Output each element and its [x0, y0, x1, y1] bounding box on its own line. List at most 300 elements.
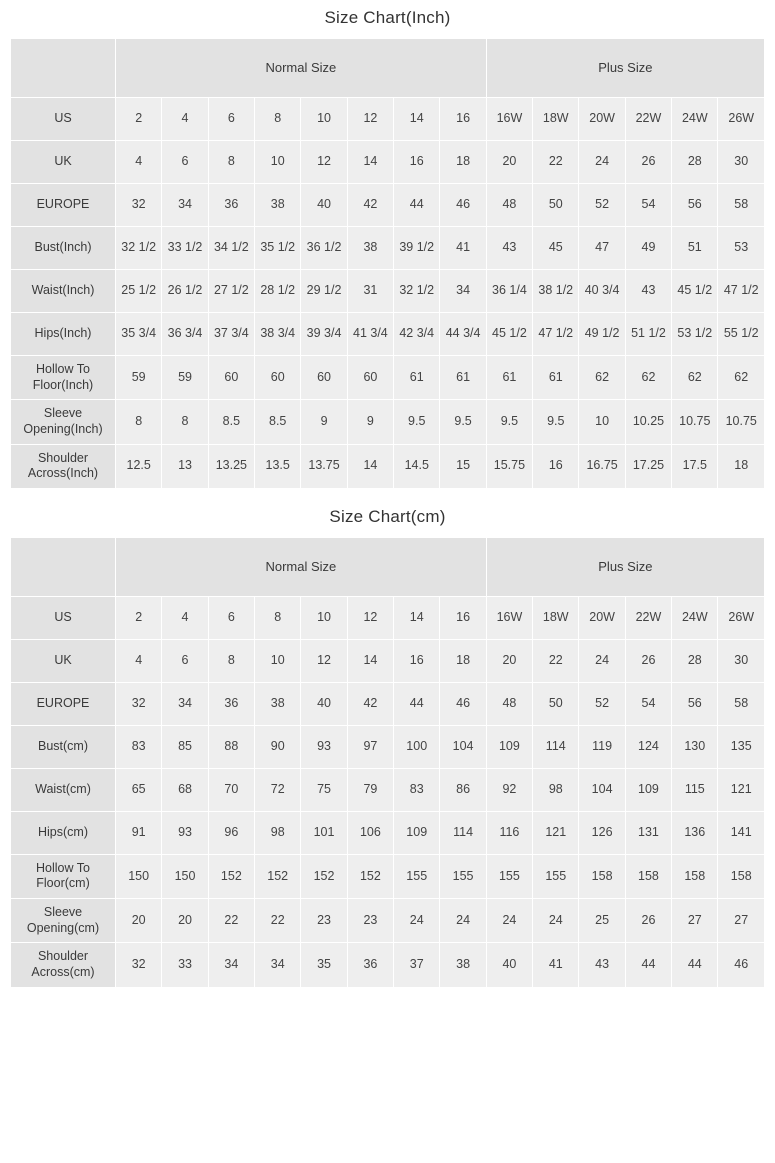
size-chart-inch-title: Size Chart(Inch): [0, 0, 775, 38]
table-cell: 152: [347, 854, 393, 898]
table-cell: 130: [672, 725, 718, 768]
table-cell: 17.5: [672, 444, 718, 488]
table-cell: 18W: [533, 98, 579, 141]
size-chart-inch-body: [11, 39, 765, 489]
table-cell: 30: [718, 141, 765, 184]
group-header-plus-size: Plus Size: [486, 537, 764, 596]
table-cell: 62: [718, 356, 765, 400]
table-cell: 91: [116, 811, 162, 854]
table-cell: 51 1/2: [625, 313, 671, 356]
table-cell: 36: [347, 943, 393, 987]
table-cell: 13: [162, 444, 208, 488]
table-cell: 12: [347, 596, 393, 639]
table-cell: 62: [579, 356, 625, 400]
table-row: [11, 811, 765, 854]
table-row: [11, 943, 765, 987]
table-cell: 26: [625, 899, 671, 943]
table-cell: 93: [301, 725, 347, 768]
table-cell: 12: [301, 141, 347, 184]
table-cell: 158: [718, 854, 765, 898]
table-cell: 50: [533, 682, 579, 725]
table-cell: 70: [208, 768, 254, 811]
table-cell: 15: [440, 444, 486, 488]
table-cell: 90: [255, 725, 301, 768]
table-cell: 18: [440, 141, 486, 184]
table-cell: 12: [301, 639, 347, 682]
row-header: Hollow To Floor(cm): [11, 854, 116, 898]
table-cell: 31: [347, 270, 393, 313]
table-cell: 12: [347, 98, 393, 141]
table-cell: 39 1/2: [394, 227, 440, 270]
table-cell: 100: [394, 725, 440, 768]
table-cell: 28 1/2: [255, 270, 301, 313]
table-cell: 33 1/2: [162, 227, 208, 270]
table-cell: 52: [579, 184, 625, 227]
row-header: US: [11, 98, 116, 141]
table-cell: 16: [533, 444, 579, 488]
table-row: [11, 141, 765, 184]
table-cell: 24: [579, 141, 625, 184]
table-cell: 62: [672, 356, 718, 400]
table-cell: 22: [533, 141, 579, 184]
table-cell: 61: [440, 356, 486, 400]
table-cell: 34: [255, 943, 301, 987]
table-cell: 60: [347, 356, 393, 400]
table-cell: 42: [347, 682, 393, 725]
table-cell: 34: [162, 682, 208, 725]
table-row: [11, 725, 765, 768]
table-cell: 8.5: [208, 400, 254, 444]
table-cell: 152: [208, 854, 254, 898]
table-cell: 44: [394, 682, 440, 725]
table-cell: 58: [718, 682, 765, 725]
group-header-normal-size: Normal Size: [116, 537, 487, 596]
table-cell: 40: [486, 943, 532, 987]
row-header: Sleeve Opening(Inch): [11, 400, 116, 444]
corner-cell: [11, 537, 116, 596]
table-cell: 50: [533, 184, 579, 227]
row-header: Hips(Inch): [11, 313, 116, 356]
table-cell: 126: [579, 811, 625, 854]
table-cell: 59: [116, 356, 162, 400]
table-cell: 38: [255, 682, 301, 725]
table-cell: 6: [208, 596, 254, 639]
table-cell: 18: [440, 639, 486, 682]
table-cell: 4: [162, 98, 208, 141]
table-cell: 9.5: [440, 400, 486, 444]
table-cell: 54: [625, 184, 671, 227]
row-header: Waist(cm): [11, 768, 116, 811]
table-cell: 150: [162, 854, 208, 898]
table-cell: 4: [116, 639, 162, 682]
table-cell: 131: [625, 811, 671, 854]
table-cell: 109: [625, 768, 671, 811]
table-cell: 34: [440, 270, 486, 313]
table-cell: 42 3/4: [394, 313, 440, 356]
row-header: Sleeve Opening(cm): [11, 899, 116, 943]
table-cell: 16: [394, 141, 440, 184]
table-cell: 23: [347, 899, 393, 943]
row-header: Waist(Inch): [11, 270, 116, 313]
table-cell: 152: [301, 854, 347, 898]
table-cell: 35: [301, 943, 347, 987]
table-cell: 61: [486, 356, 532, 400]
table-cell: 20W: [579, 98, 625, 141]
table-cell: 43: [486, 227, 532, 270]
table-cell: 26W: [718, 596, 765, 639]
table-cell: 41: [533, 943, 579, 987]
table-cell: 55 1/2: [718, 313, 765, 356]
table-row: [11, 639, 765, 682]
table-cell: 23: [301, 899, 347, 943]
table-cell: 10: [301, 98, 347, 141]
table-row-group-header: [11, 537, 765, 596]
table-cell: 17.25: [625, 444, 671, 488]
row-header: US: [11, 596, 116, 639]
table-cell: 38: [255, 184, 301, 227]
table-cell: 27: [672, 899, 718, 943]
table-cell: 28: [672, 639, 718, 682]
table-cell: 22: [255, 899, 301, 943]
table-cell: 136: [672, 811, 718, 854]
table-row: [11, 356, 765, 400]
table-cell: 10: [579, 400, 625, 444]
table-cell: 79: [347, 768, 393, 811]
table-cell: 40: [301, 682, 347, 725]
row-header: Shoulder Across(Inch): [11, 444, 116, 488]
table-cell: 24: [394, 899, 440, 943]
table-cell: 37: [394, 943, 440, 987]
table-cell: 26: [625, 141, 671, 184]
table-cell: 158: [579, 854, 625, 898]
table-cell: 68: [162, 768, 208, 811]
table-row: [11, 400, 765, 444]
row-header: Bust(Inch): [11, 227, 116, 270]
table-cell: 115: [672, 768, 718, 811]
table-cell: 47: [579, 227, 625, 270]
table-cell: 38: [440, 943, 486, 987]
row-header: Bust(cm): [11, 725, 116, 768]
table-cell: 40 3/4: [579, 270, 625, 313]
table-cell: 13.75: [301, 444, 347, 488]
table-cell: 16: [394, 639, 440, 682]
table-cell: 106: [347, 811, 393, 854]
table-cell: 24: [440, 899, 486, 943]
table-cell: 48: [486, 682, 532, 725]
table-cell: 44 3/4: [440, 313, 486, 356]
table-cell: 24: [579, 639, 625, 682]
table-cell: 46: [440, 184, 486, 227]
size-chart-cm-body: [11, 537, 765, 987]
table-cell: 155: [533, 854, 579, 898]
table-cell: 83: [394, 768, 440, 811]
table-cell: 35 3/4: [116, 313, 162, 356]
group-header-normal-size: Normal Size: [116, 39, 487, 98]
table-cell: 43: [579, 943, 625, 987]
table-cell: 104: [579, 768, 625, 811]
table-cell: 48: [486, 184, 532, 227]
table-cell: 47 1/2: [718, 270, 765, 313]
table-cell: 45 1/2: [672, 270, 718, 313]
table-cell: 121: [533, 811, 579, 854]
table-cell: 45: [533, 227, 579, 270]
table-cell: 155: [394, 854, 440, 898]
table-cell: 2: [116, 596, 162, 639]
table-cell: 60: [255, 356, 301, 400]
table-cell: 2: [116, 98, 162, 141]
table-cell: 61: [394, 356, 440, 400]
table-cell: 18W: [533, 596, 579, 639]
table-cell: 26W: [718, 98, 765, 141]
table-row: [11, 184, 765, 227]
table-cell: 75: [301, 768, 347, 811]
table-row: [11, 98, 765, 141]
table-cell: 10: [255, 639, 301, 682]
table-cell: 150: [116, 854, 162, 898]
table-cell: 152: [255, 854, 301, 898]
table-cell: 41 3/4: [347, 313, 393, 356]
table-cell: 24: [486, 899, 532, 943]
table-cell: 9: [301, 400, 347, 444]
table-cell: 10.25: [625, 400, 671, 444]
table-cell: 96: [208, 811, 254, 854]
table-cell: 62: [625, 356, 671, 400]
table-cell: 54: [625, 682, 671, 725]
table-cell: 25: [579, 899, 625, 943]
table-cell: 34 1/2: [208, 227, 254, 270]
table-cell: 155: [486, 854, 532, 898]
table-cell: 4: [116, 141, 162, 184]
table-cell: 9: [347, 400, 393, 444]
table-row: [11, 313, 765, 356]
row-header: EUROPE: [11, 184, 116, 227]
row-header: UK: [11, 141, 116, 184]
table-cell: 116: [486, 811, 532, 854]
table-cell: 158: [672, 854, 718, 898]
table-cell: 24W: [672, 98, 718, 141]
table-cell: 24W: [672, 596, 718, 639]
table-row: [11, 768, 765, 811]
size-chart-inch-table: [10, 38, 765, 489]
table-cell: 36: [208, 184, 254, 227]
table-cell: 32: [116, 682, 162, 725]
table-cell: 14: [347, 141, 393, 184]
table-cell: 34: [208, 943, 254, 987]
table-cell: 36 3/4: [162, 313, 208, 356]
table-cell: 98: [255, 811, 301, 854]
size-chart-cm-block: [0, 499, 775, 988]
group-header-plus-size: Plus Size: [486, 39, 764, 98]
table-cell: 4: [162, 596, 208, 639]
table-cell: 6: [208, 98, 254, 141]
table-cell: 121: [718, 768, 765, 811]
table-cell: 101: [301, 811, 347, 854]
table-cell: 14: [394, 596, 440, 639]
table-cell: 14: [347, 444, 393, 488]
table-cell: 32 1/2: [394, 270, 440, 313]
table-cell: 47 1/2: [533, 313, 579, 356]
table-cell: 38 3/4: [255, 313, 301, 356]
table-cell: 36 1/4: [486, 270, 532, 313]
table-cell: 16W: [486, 596, 532, 639]
row-header: Shoulder Across(cm): [11, 943, 116, 987]
table-row: [11, 682, 765, 725]
table-cell: 98: [533, 768, 579, 811]
table-cell: 32 1/2: [116, 227, 162, 270]
table-cell: 52: [579, 682, 625, 725]
table-cell: 6: [162, 141, 208, 184]
table-row: [11, 899, 765, 943]
table-cell: 44: [672, 943, 718, 987]
table-cell: 44: [625, 943, 671, 987]
table-cell: 20: [486, 141, 532, 184]
table-cell: 10: [301, 596, 347, 639]
table-cell: 8: [208, 141, 254, 184]
table-cell: 24: [533, 899, 579, 943]
table-cell: 16: [440, 98, 486, 141]
table-row: [11, 444, 765, 488]
table-cell: 9.5: [486, 400, 532, 444]
table-cell: 9.5: [394, 400, 440, 444]
table-cell: 12.5: [116, 444, 162, 488]
table-cell: 20W: [579, 596, 625, 639]
table-cell: 58: [718, 184, 765, 227]
table-cell: 29 1/2: [301, 270, 347, 313]
table-cell: 42: [347, 184, 393, 227]
table-cell: 8: [116, 400, 162, 444]
table-cell: 8: [208, 639, 254, 682]
size-chart-cm-table: [10, 537, 765, 988]
table-cell: 43: [625, 270, 671, 313]
table-cell: 41: [440, 227, 486, 270]
table-cell: 36 1/2: [301, 227, 347, 270]
table-cell: 10: [255, 141, 301, 184]
table-cell: 35 1/2: [255, 227, 301, 270]
table-cell: 13.25: [208, 444, 254, 488]
size-chart-inch-block: [0, 0, 775, 489]
row-header: EUROPE: [11, 682, 116, 725]
table-cell: 49: [625, 227, 671, 270]
table-cell: 14: [347, 639, 393, 682]
table-row: [11, 227, 765, 270]
table-cell: 33: [162, 943, 208, 987]
table-cell: 37 3/4: [208, 313, 254, 356]
table-cell: 53 1/2: [672, 313, 718, 356]
table-cell: 8: [255, 596, 301, 639]
table-cell: 61: [533, 356, 579, 400]
table-cell: 27 1/2: [208, 270, 254, 313]
table-cell: 46: [718, 943, 765, 987]
table-cell: 36: [208, 682, 254, 725]
row-header: Hollow To Floor(Inch): [11, 356, 116, 400]
table-cell: 59: [162, 356, 208, 400]
table-cell: 22W: [625, 98, 671, 141]
table-cell: 109: [394, 811, 440, 854]
table-cell: 56: [672, 184, 718, 227]
row-header: Hips(cm): [11, 811, 116, 854]
table-row: [11, 596, 765, 639]
table-cell: 109: [486, 725, 532, 768]
table-cell: 15.75: [486, 444, 532, 488]
table-cell: 45 1/2: [486, 313, 532, 356]
table-cell: 30: [718, 639, 765, 682]
table-cell: 16W: [486, 98, 532, 141]
table-row: [11, 854, 765, 898]
table-cell: 85: [162, 725, 208, 768]
table-cell: 92: [486, 768, 532, 811]
table-cell: 28: [672, 141, 718, 184]
table-row-group-header: [11, 39, 765, 98]
table-cell: 83: [116, 725, 162, 768]
table-cell: 14.5: [394, 444, 440, 488]
table-cell: 16.75: [579, 444, 625, 488]
table-cell: 141: [718, 811, 765, 854]
table-cell: 135: [718, 725, 765, 768]
table-cell: 60: [301, 356, 347, 400]
table-cell: 114: [440, 811, 486, 854]
table-cell: 93: [162, 811, 208, 854]
table-cell: 39 3/4: [301, 313, 347, 356]
table-cell: 6: [162, 639, 208, 682]
corner-cell: [11, 39, 116, 98]
table-cell: 86: [440, 768, 486, 811]
table-cell: 22: [208, 899, 254, 943]
table-cell: 8: [162, 400, 208, 444]
table-cell: 51: [672, 227, 718, 270]
table-cell: 20: [162, 899, 208, 943]
table-cell: 14: [394, 98, 440, 141]
table-cell: 65: [116, 768, 162, 811]
section-spacer: [0, 489, 775, 499]
table-cell: 158: [625, 854, 671, 898]
table-cell: 56: [672, 682, 718, 725]
table-row: [11, 270, 765, 313]
table-cell: 38 1/2: [533, 270, 579, 313]
table-cell: 104: [440, 725, 486, 768]
row-header: UK: [11, 639, 116, 682]
table-cell: 18: [718, 444, 765, 488]
table-cell: 8: [255, 98, 301, 141]
table-cell: 10.75: [718, 400, 765, 444]
table-cell: 22W: [625, 596, 671, 639]
table-cell: 10.75: [672, 400, 718, 444]
table-cell: 124: [625, 725, 671, 768]
table-cell: 38: [347, 227, 393, 270]
table-cell: 25 1/2: [116, 270, 162, 313]
table-cell: 44: [394, 184, 440, 227]
table-cell: 88: [208, 725, 254, 768]
table-cell: 49 1/2: [579, 313, 625, 356]
table-cell: 32: [116, 943, 162, 987]
table-cell: 20: [116, 899, 162, 943]
table-cell: 32: [116, 184, 162, 227]
table-cell: 27: [718, 899, 765, 943]
table-cell: 34: [162, 184, 208, 227]
table-cell: 40: [301, 184, 347, 227]
table-cell: 97: [347, 725, 393, 768]
table-cell: 26 1/2: [162, 270, 208, 313]
table-cell: 20: [486, 639, 532, 682]
table-cell: 8.5: [255, 400, 301, 444]
table-cell: 155: [440, 854, 486, 898]
table-cell: 114: [533, 725, 579, 768]
size-chart-cm-title: Size Chart(cm): [0, 499, 775, 537]
table-cell: 119: [579, 725, 625, 768]
table-cell: 16: [440, 596, 486, 639]
table-cell: 72: [255, 768, 301, 811]
table-cell: 13.5: [255, 444, 301, 488]
table-cell: 53: [718, 227, 765, 270]
